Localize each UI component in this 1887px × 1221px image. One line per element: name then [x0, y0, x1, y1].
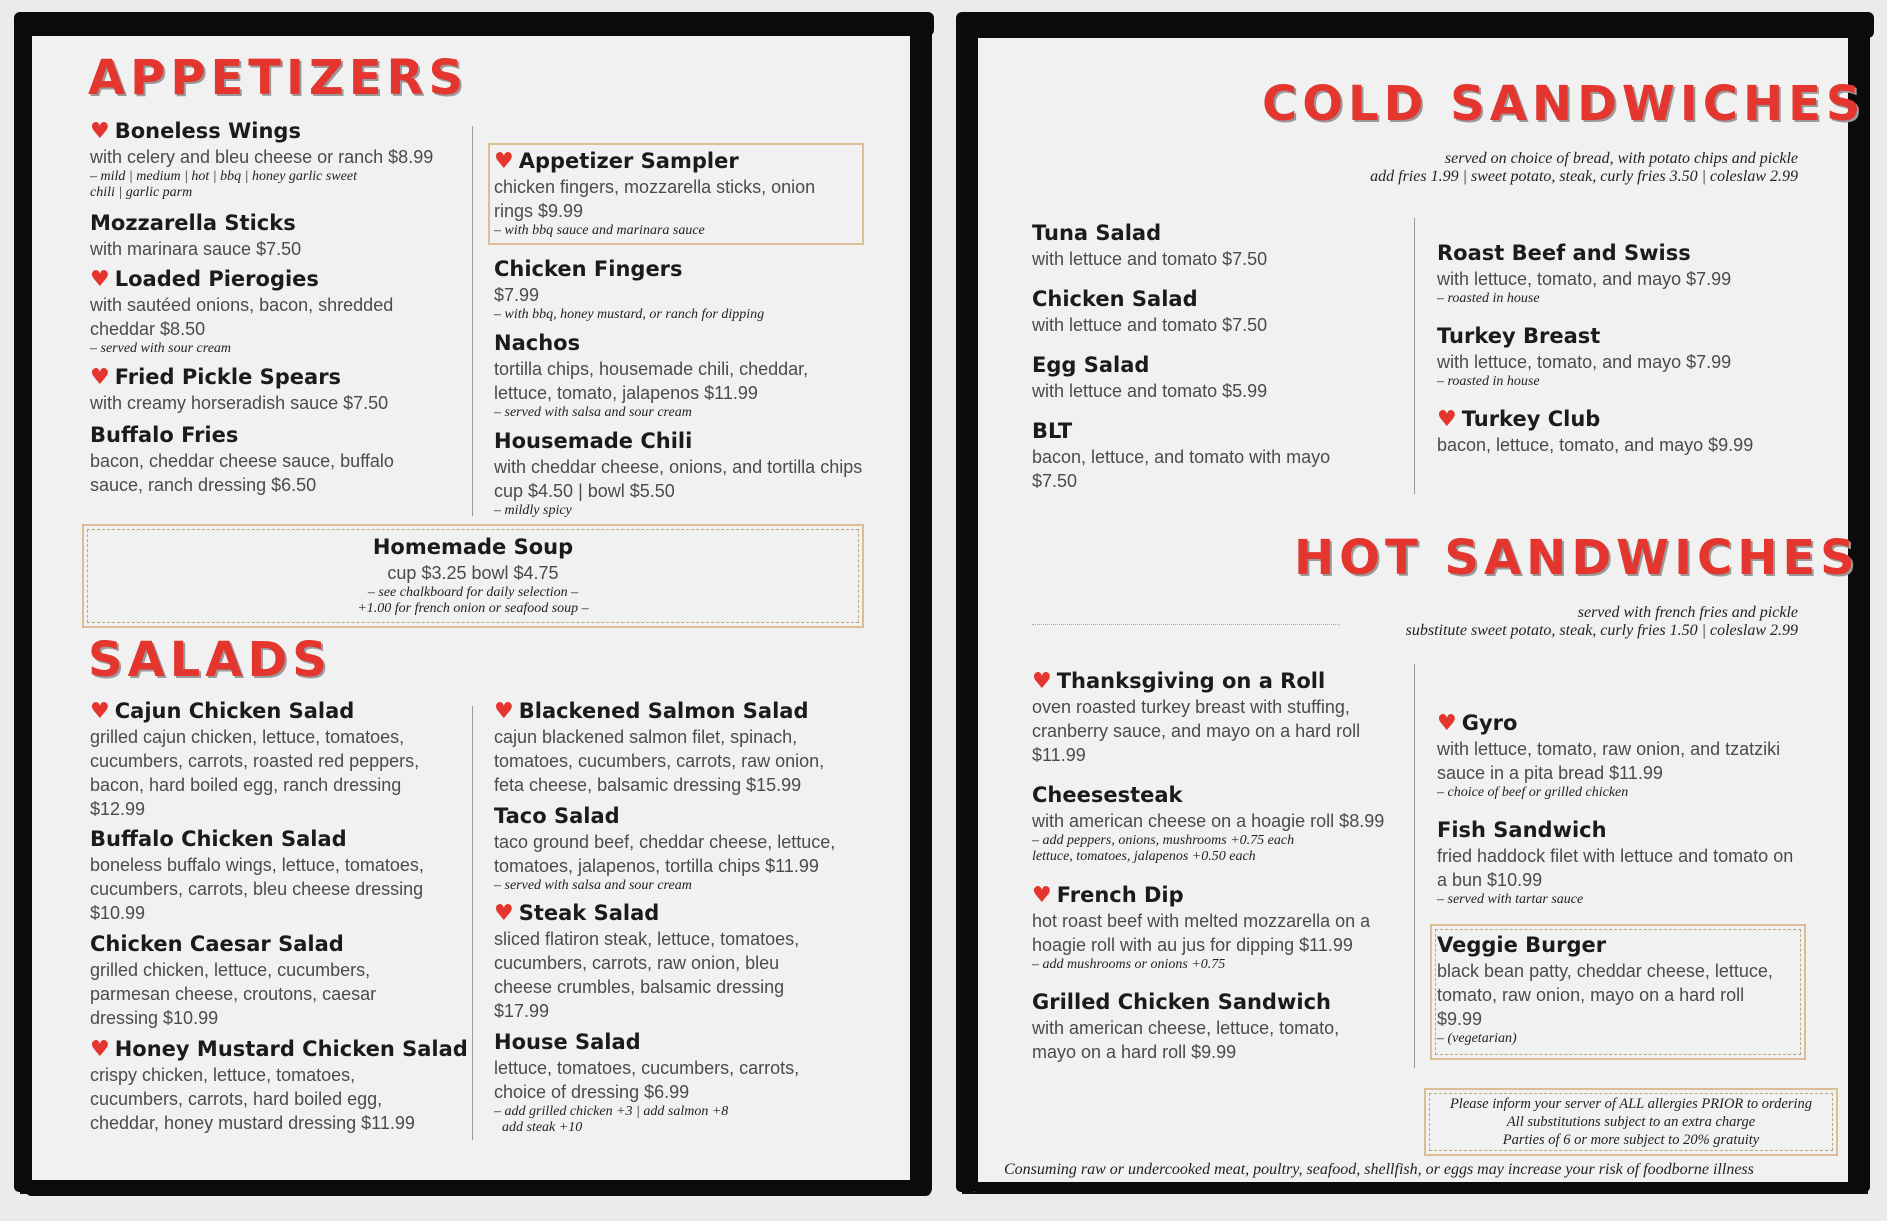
item-name: Turkey Club	[1461, 407, 1601, 431]
heart-icon: ♥	[90, 1037, 110, 1062]
menu-item-taco-salad	[494, 803, 864, 894]
column-divider	[472, 706, 473, 1140]
item-note-2: +1.00 for french onion or seafood soup –	[357, 601, 589, 616]
item-desc: chicken fingers, mozzarella sticks, onion rings $9.99	[494, 177, 816, 221]
item-desc: with marinara sauce $7.50	[90, 239, 302, 259]
item-note: – served with sour cream	[90, 341, 232, 356]
item-desc: with creamy horseradish sauce $7.50	[90, 393, 389, 413]
item-note: – with bbq, honey mustard, or ranch for dipping	[494, 307, 765, 322]
menu-item-chicken-salad	[1032, 286, 1392, 337]
menu-item-house-salad	[494, 1029, 854, 1136]
brush-border-bottom-right	[974, 1182, 1866, 1194]
heart-icon: ♥	[1437, 407, 1457, 432]
item-name: Chicken Salad	[1032, 287, 1198, 311]
item-name: Egg Salad	[1032, 353, 1150, 377]
notice-line-2: All substitutions subject to an extra charge	[1506, 1114, 1756, 1130]
column-divider	[472, 126, 473, 516]
item-name: Nachos	[494, 331, 581, 355]
item-note: – roasted in house	[1437, 291, 1540, 306]
cold-sandwiches-subtitle	[1370, 150, 1798, 186]
menu-item-cheesesteak	[1032, 782, 1412, 865]
menu-item-buffalo-chicken-salad	[90, 826, 450, 925]
heart-icon: ♥	[494, 699, 514, 724]
item-desc: tortilla chips, housemade chili, cheddar, lettuce, tomato, jalapenos $11.99	[494, 359, 809, 403]
notice-line-3: Parties of 6 or more subject to 20% gratuity	[1502, 1132, 1760, 1148]
item-note: – see chalkboard for daily selection –	[367, 585, 579, 600]
item-name: Turkey Breast	[1437, 324, 1601, 348]
item-desc: with sautéed onions, bacon, shredded cheddar $8.50	[90, 295, 394, 339]
heart-icon: ♥	[90, 699, 110, 724]
menu-item-chicken-fingers	[494, 256, 854, 323]
item-name: Steak Salad	[518, 901, 660, 925]
item-desc: with lettuce, tomato, raw onion, and tzatziki sauce in a pita bread $11.99	[1437, 739, 1781, 783]
item-desc: hot roast beef with melted mozzarella on a hoagie roll with au jus for dipping $11.99	[1032, 911, 1371, 955]
item-desc: with lettuce and tomato $7.50	[1032, 315, 1268, 335]
item-name: Gyro	[1461, 711, 1518, 735]
menu-item-turkey-breast	[1437, 323, 1817, 390]
brush-border-top-left	[14, 12, 934, 36]
hot-sandwiches-subtitle	[1406, 604, 1798, 640]
menu-item-steak-salad	[494, 900, 824, 1023]
menu-item-turkey-club	[1437, 406, 1817, 457]
item-note-2: lettuce, tomatoes, jalapenos +0.50 each	[1032, 849, 1256, 864]
heart-icon: ♥	[1032, 883, 1052, 908]
column-divider	[1414, 664, 1415, 1068]
menu-item-honey-mustard-chicken-salad	[90, 1036, 468, 1135]
menu-item-chicken-caesar-salad	[90, 931, 420, 1030]
item-desc: boneless buffalo wings, lettuce, tomatoes, cucumbers, carrots, bleu cheese dressing $10.99	[90, 855, 424, 923]
cold-sandwiches-title: COLD SANDWICHES	[1262, 76, 1866, 132]
item-name: Thanksgiving on a Roll	[1056, 669, 1326, 693]
menu-item-veggie-burger	[1437, 932, 1792, 1047]
item-desc: fried haddock filet with lettuce and tomato on a bun $10.99	[1437, 846, 1794, 890]
brush-border-bottom-left	[26, 1180, 931, 1196]
heart-icon: ♥	[90, 267, 110, 292]
brush-border-side-left-2	[956, 20, 978, 1192]
item-desc-prices: cup $4.50 | bowl $5.50	[494, 481, 675, 501]
item-name: Grilled Chicken Sandwich	[1032, 990, 1331, 1014]
menu-item-cajun-chicken-salad	[90, 698, 450, 821]
item-desc: grilled cajun chicken, lettuce, tomatoes, cucumbers, carrots, roasted red peppers, bacon, hard boiled egg, ranch dressing $12.99	[90, 727, 420, 819]
item-name: Tuna Salad	[1032, 221, 1162, 245]
menu-item-grilled-chicken-sandwich	[1032, 989, 1372, 1064]
item-desc: bacon, cheddar cheese sauce, buffalo sauce, ranch dressing $6.50	[90, 451, 394, 495]
item-note: – served with salsa and sour cream	[494, 405, 692, 420]
brush-border-side-right-2	[1848, 20, 1870, 1192]
menu-item-blt	[1032, 418, 1372, 493]
heart-icon: ♥	[1032, 669, 1052, 694]
item-name: French Dip	[1056, 883, 1184, 907]
item-desc: taco ground beef, cheddar cheese, lettuce, tomatoes, jalapenos, tortilla chips $11.99	[494, 832, 836, 876]
foodborne-disclaimer: Consuming raw or undercooked meat, poultry, seafood, shellfish, or eggs may increase your risk of foodborne illness	[1004, 1161, 1754, 1178]
item-note: – mildly spicy	[494, 503, 572, 518]
item-desc: with lettuce, tomato, and mayo $7.99	[1437, 269, 1732, 289]
item-note: – choice of beef or grilled chicken	[1437, 785, 1629, 800]
item-name: BLT	[1032, 419, 1073, 443]
item-desc: black bean patty, cheddar cheese, lettuce, tomato, raw onion, mayo on a hard roll $9.99	[1437, 961, 1773, 1029]
item-desc: oven roasted turkey breast with stuffing, cranberry sauce, and mayo on a hard roll $11.99	[1032, 697, 1361, 765]
item-desc: lettuce, tomatoes, cucumbers, carrots, choice of dressing $6.99	[494, 1058, 800, 1102]
item-name: Loaded Pierogies	[114, 267, 319, 291]
hot-subtitle-line-2: substitute sweet potato, steak, curly fries 1.50 | coleslaw 2.99	[1405, 622, 1798, 639]
item-desc: with lettuce and tomato $7.50	[1032, 249, 1268, 269]
item-desc: sliced flatiron steak, lettuce, tomatoes, cucumbers, carrots, raw onion, bleu cheese crumbles, balsamic dressing $17.99	[494, 929, 800, 1021]
heart-icon: ♥	[90, 119, 110, 144]
item-name: Roast Beef and Swiss	[1437, 241, 1691, 265]
item-note: – served with tartar sauce	[1437, 892, 1584, 907]
heart-icon: ♥	[90, 365, 110, 390]
item-note: – mild | medium | hot | bbq | honey garlic sweet chili | garlic parm	[90, 169, 357, 200]
menu-item-fish-sandwich	[1437, 817, 1807, 908]
item-name: Blackened Salmon Salad	[518, 699, 809, 723]
item-name: Mozzarella Sticks	[90, 211, 296, 235]
brush-border-side-left	[14, 20, 32, 1192]
menu-item-housemade-chili	[494, 428, 894, 519]
menu-item-mozzarella-sticks	[90, 210, 450, 261]
item-desc: crispy chicken, lettuce, tomatoes, cucumbers, carrots, hard boiled egg, cheddar, honey mustard dressing $11.99	[90, 1065, 415, 1133]
item-name: Homemade Soup	[372, 535, 574, 559]
hot-sandwiches-title: HOT SANDWICHES	[1294, 530, 1860, 586]
item-name: Buffalo Fries	[90, 423, 239, 447]
appetizers-title: APPETIZERS	[88, 50, 469, 106]
menu-item-egg-salad	[1032, 352, 1392, 403]
menu-item-thanksgiving-on-a-roll	[1032, 668, 1382, 767]
item-name: Chicken Fingers	[494, 257, 683, 281]
item-name: Veggie Burger	[1437, 933, 1607, 957]
item-desc: with lettuce and tomato $5.99	[1032, 381, 1268, 401]
item-note: – with bbq sauce and marinara sauce	[494, 223, 705, 238]
item-name: Cajun Chicken Salad	[114, 699, 355, 723]
item-note: – roasted in house	[1437, 374, 1540, 389]
item-name: Buffalo Chicken Salad	[90, 827, 347, 851]
item-name: Fish Sandwich	[1437, 818, 1607, 842]
item-name: Fried Pickle Spears	[114, 365, 342, 389]
dotted-separator	[1032, 624, 1340, 625]
menu-item-fried-pickle-spears	[90, 364, 450, 415]
menu-item-loaded-pierogies	[90, 266, 430, 357]
item-desc: bacon, lettuce, and tomato with mayo $7.50	[1032, 447, 1331, 491]
menu-item-appetizer-sampler	[494, 148, 834, 239]
item-desc: cajun blackened salmon filet, spinach, tomatoes, cucumbers, carrots, raw onion, feta cheese, balsamic dressing $15.99	[494, 727, 825, 795]
item-desc: $7.99	[494, 285, 540, 305]
brush-border-top-right	[956, 12, 1874, 38]
item-note: – add peppers, onions, mushrooms +0.75 each	[1032, 833, 1295, 848]
cold-subtitle-line-1: served on choice of bread, with potato chips and pickle	[1444, 150, 1798, 167]
menu-item-blackened-salmon-salad	[494, 698, 854, 797]
item-desc: grilled chicken, lettuce, cucumbers, parmesan cheese, croutons, caesar dressing $10.99	[90, 960, 377, 1028]
item-note: – (vegetarian)	[1437, 1031, 1517, 1046]
heart-icon: ♥	[494, 149, 514, 174]
item-desc: with celery and bleu cheese or ranch $8.99	[90, 147, 434, 167]
cold-subtitle-line-2: add fries 1.99 | sweet potato, steak, curly fries 3.50 | coleslaw 2.99	[1370, 168, 1798, 185]
item-name: Honey Mustard Chicken Salad	[114, 1037, 468, 1061]
item-note: – add mushrooms or onions +0.75	[1032, 957, 1226, 972]
column-divider	[1414, 218, 1415, 494]
menu-item-gyro	[1437, 710, 1807, 801]
item-note: – served with salsa and sour cream	[494, 878, 692, 893]
item-desc: bacon, lettuce, tomato, and mayo $9.99	[1437, 435, 1754, 455]
item-desc: cup $3.25 bowl $4.75	[387, 563, 559, 583]
allergy-notice	[1424, 1095, 1838, 1149]
item-desc: with cheddar cheese, onions, and tortilla chips	[494, 457, 863, 477]
heart-icon: ♥	[494, 901, 514, 926]
notice-line-1: Please inform your server of ALL allergies PRIOR to ordering	[1449, 1096, 1813, 1112]
item-note: – add grilled chicken +3 | add salmon +8	[494, 1104, 729, 1119]
item-name: Chicken Caesar Salad	[90, 932, 344, 956]
menu-item-french-dip	[1032, 882, 1402, 973]
item-name: Appetizer Sampler	[518, 149, 739, 173]
hot-subtitle-line-1: served with french fries and pickle	[1577, 604, 1798, 621]
heart-icon: ♥	[1437, 711, 1457, 736]
item-desc: with american cheese on a hoagie roll $8.99	[1032, 811, 1385, 831]
menu-item-homemade-soup	[82, 534, 864, 617]
menu-item-tuna-salad	[1032, 220, 1392, 271]
menu-item-buffalo-fries	[90, 422, 420, 497]
item-name: Housemade Chili	[494, 429, 693, 453]
item-name: House Salad	[494, 1030, 641, 1054]
item-desc: with american cheese, lettuce, tomato, mayo on a hard roll $9.99	[1032, 1018, 1340, 1062]
item-desc: with lettuce, tomato, and mayo $7.99	[1437, 352, 1732, 372]
item-name: Cheesesteak	[1032, 783, 1183, 807]
item-name: Boneless Wings	[114, 119, 301, 143]
menu-item-roast-beef-and-swiss	[1437, 240, 1817, 307]
menu-item-boneless-wings	[90, 118, 450, 201]
menu-item-nachos	[494, 330, 834, 421]
salads-title: SALADS	[88, 632, 332, 688]
item-name: Taco Salad	[494, 804, 620, 828]
item-note-2: add steak +10	[502, 1120, 583, 1135]
brush-border-side-right	[910, 18, 932, 1194]
